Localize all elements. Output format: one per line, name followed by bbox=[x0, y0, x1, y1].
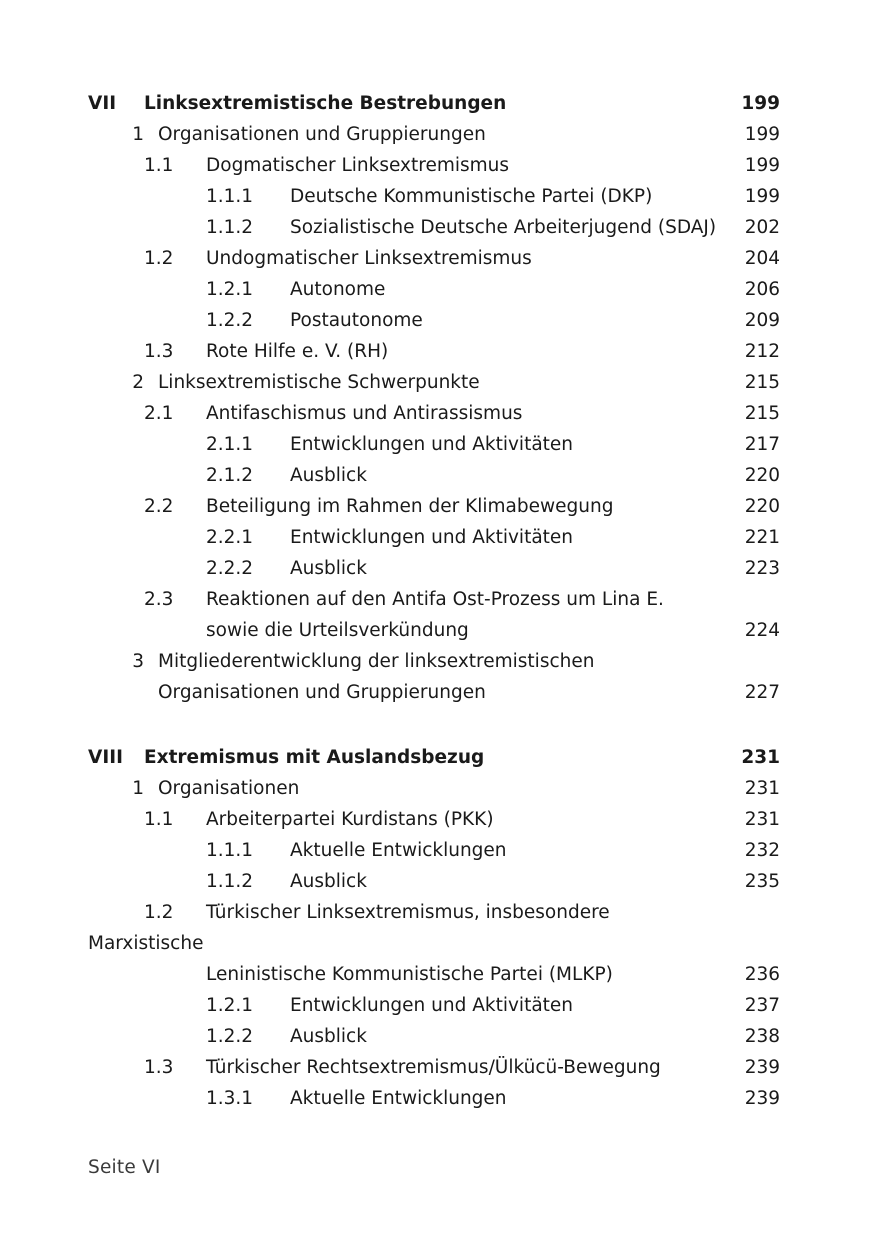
toc-entry-main bbox=[88, 305, 720, 336]
toc-entry-number: 1.2.2 bbox=[206, 310, 254, 331]
toc-entry[interactable] bbox=[88, 212, 780, 243]
toc-entry-title: Arbeiterpartei Kurdistans (PKK) bbox=[206, 809, 494, 830]
toc-entry-number: 1.2.2 bbox=[206, 1026, 254, 1047]
toc-entry-main bbox=[88, 460, 720, 491]
toc-entry-main bbox=[88, 88, 720, 119]
toc-entry-page: 235 bbox=[744, 871, 780, 892]
toc-entry[interactable] bbox=[88, 243, 780, 274]
toc-entry[interactable] bbox=[88, 646, 780, 708]
toc-entry-title: Antifaschismus und Antirassismus bbox=[206, 403, 523, 424]
toc-entry[interactable] bbox=[88, 398, 780, 429]
toc-entry[interactable] bbox=[88, 460, 780, 491]
toc-entry-main bbox=[88, 1083, 720, 1114]
toc-entry[interactable] bbox=[88, 897, 780, 990]
toc-entry-page: 231 bbox=[744, 778, 780, 799]
toc-entry[interactable] bbox=[88, 1052, 780, 1083]
toc-entry-page: 202 bbox=[744, 217, 780, 238]
toc-entry-page: 239 bbox=[744, 1088, 780, 1109]
toc-entry-main bbox=[88, 646, 720, 708]
toc-entry-title: Ausblick bbox=[290, 871, 367, 892]
toc-entry-title: Entwicklungen und Aktivitäten bbox=[290, 527, 574, 548]
toc-entry-page: 231 bbox=[741, 747, 780, 768]
toc-entry[interactable] bbox=[88, 119, 780, 150]
toc-entry-number: 1.1.2 bbox=[206, 871, 254, 892]
toc-entry-main bbox=[88, 742, 720, 773]
toc-entry-page: 217 bbox=[744, 434, 780, 455]
toc-entry-main bbox=[88, 835, 720, 866]
toc-entry[interactable] bbox=[88, 804, 780, 835]
toc-entry-title: Organisationen und Gruppierungen bbox=[158, 124, 486, 145]
toc-entry-title: Türkischer Rechtsextremismus/Ülkücü-Bewegung bbox=[206, 1057, 661, 1078]
toc-entry-main bbox=[88, 1052, 720, 1083]
toc-entry-main bbox=[88, 1021, 720, 1052]
toc-entry-main bbox=[88, 553, 720, 584]
toc-entry[interactable] bbox=[88, 742, 780, 773]
toc-entry-title: Entwicklungen und Aktivitäten bbox=[290, 995, 574, 1016]
toc-entry-title: Aktuelle Entwicklungen bbox=[290, 1088, 507, 1109]
toc-entry-title: Deutsche Kommunistische Partei (DKP) bbox=[290, 186, 653, 207]
toc-entry-main bbox=[88, 398, 720, 429]
toc-entry[interactable] bbox=[88, 990, 780, 1021]
toc-entry-page: 199 bbox=[741, 93, 780, 114]
toc-entry-number: 1.1.2 bbox=[206, 217, 254, 238]
toc-entry[interactable] bbox=[88, 866, 780, 897]
toc-entry-main bbox=[88, 584, 720, 646]
toc-entry-number: 1.3.1 bbox=[206, 1088, 254, 1109]
toc-entry-title: Türkischer Linksextremismus, insbesondere Marxistische bbox=[88, 902, 610, 954]
toc-entry-title: Sozialistische Deutsche Arbeiterjugend (SDAJ) bbox=[290, 217, 717, 238]
toc-spacer-cell bbox=[88, 708, 780, 742]
toc-entry[interactable] bbox=[88, 181, 780, 212]
toc-entry-title: Aktuelle Entwicklungen bbox=[290, 840, 507, 861]
toc-entry[interactable] bbox=[88, 88, 780, 119]
toc-entry-number: 2.2 bbox=[144, 496, 174, 517]
toc-entry-number: 2.3 bbox=[144, 589, 174, 610]
toc-entry-number: 2.2.1 bbox=[206, 527, 254, 548]
page-footer: Seite VI bbox=[88, 1157, 161, 1178]
toc-entry-main bbox=[88, 367, 720, 398]
toc-entry-page: 199 bbox=[744, 155, 780, 176]
toc-entry-title: Organisationen bbox=[158, 778, 300, 799]
toc-entry-main bbox=[88, 119, 720, 150]
toc-entry[interactable] bbox=[88, 429, 780, 460]
toc-entry[interactable] bbox=[88, 367, 780, 398]
toc-entry-title: Entwicklungen und Aktivitäten bbox=[290, 434, 574, 455]
toc-entry-page: 237 bbox=[744, 995, 780, 1016]
toc-entry[interactable] bbox=[88, 150, 780, 181]
toc-entry-title: Ausblick bbox=[290, 465, 367, 486]
toc-entry-page: 220 bbox=[744, 496, 780, 517]
toc-entry-main bbox=[88, 522, 720, 553]
toc-entry-main bbox=[88, 181, 720, 212]
toc-entry-page: 212 bbox=[744, 341, 780, 362]
toc-entry-main bbox=[88, 897, 720, 990]
toc-entry-number: 1.3 bbox=[144, 1057, 174, 1078]
toc-entry[interactable] bbox=[88, 336, 780, 367]
toc-entry[interactable] bbox=[88, 1021, 780, 1052]
toc-entry-number: 1.2.1 bbox=[206, 995, 254, 1016]
toc-entry[interactable] bbox=[88, 491, 780, 522]
toc-entry-number: 1.1 bbox=[144, 809, 174, 830]
toc-entry-number: 1.2.1 bbox=[206, 279, 254, 300]
toc-entry-page: 238 bbox=[744, 1026, 780, 1047]
toc-entry-page: 236 bbox=[744, 964, 780, 985]
toc-entry-main bbox=[88, 773, 720, 804]
toc-entry-number: 2.1.2 bbox=[206, 465, 254, 486]
toc-entry-number: 1.1.1 bbox=[206, 840, 254, 861]
toc-entry-main bbox=[88, 866, 720, 897]
toc-entry-title: Dogmatischer Linksextremismus bbox=[206, 155, 510, 176]
toc-entry-main bbox=[88, 150, 720, 181]
toc-entry-main bbox=[88, 990, 720, 1021]
toc-spacer bbox=[88, 708, 780, 742]
toc-entry-number: 2 bbox=[132, 372, 144, 393]
toc-entry-page: 231 bbox=[744, 809, 780, 830]
toc-entry-number: VIII bbox=[88, 747, 123, 768]
toc-entry-page: 239 bbox=[744, 1057, 780, 1078]
toc-entry-page: 221 bbox=[744, 527, 780, 548]
toc-entry-main bbox=[88, 336, 720, 367]
toc-entry-main bbox=[88, 212, 720, 243]
toc-entry-title: Autonome bbox=[290, 279, 386, 300]
toc-entry-number: 1.2 bbox=[144, 902, 174, 923]
toc-entry-title: Ausblick bbox=[290, 558, 367, 579]
toc-entry-page: 199 bbox=[744, 186, 780, 207]
toc-entry[interactable] bbox=[88, 584, 780, 646]
toc-entry-number: 1.3 bbox=[144, 341, 174, 362]
toc-entry-main bbox=[88, 274, 720, 305]
toc-entry-title: Extremismus mit Auslandsbezug bbox=[144, 747, 485, 768]
toc-entry-number: 1.1.1 bbox=[206, 186, 254, 207]
toc-entry-page: 204 bbox=[744, 248, 780, 269]
toc-entry-title: Undogmatischer Linksextremismus bbox=[206, 248, 532, 269]
toc-entry-number: 1 bbox=[132, 778, 144, 799]
toc-entry-main bbox=[88, 491, 720, 522]
toc-entry-page: 220 bbox=[744, 465, 780, 486]
toc-entry-page: 232 bbox=[744, 840, 780, 861]
toc-entry[interactable] bbox=[88, 773, 780, 804]
toc-entry-title-cont: Leninistische Kommunistische Partei (MLKP) bbox=[206, 964, 613, 985]
toc-entry-title: Reaktionen auf den Antifa Ost-Prozess um Lina E. bbox=[206, 589, 664, 610]
toc-entry-number: 3 bbox=[132, 651, 144, 672]
toc-entry-page: 224 bbox=[744, 620, 780, 641]
toc-entry-number: 2.1.1 bbox=[206, 434, 254, 455]
toc-entry[interactable] bbox=[88, 835, 780, 866]
toc-entry-number: 1.2 bbox=[144, 248, 174, 269]
toc-entry-main bbox=[88, 804, 720, 835]
toc-entry[interactable] bbox=[88, 1083, 780, 1114]
toc-entry[interactable] bbox=[88, 274, 780, 305]
toc-entry-main bbox=[88, 429, 720, 460]
toc-entry-number: 2.2.2 bbox=[206, 558, 254, 579]
toc-entry[interactable] bbox=[88, 522, 780, 553]
toc-entry-page: 215 bbox=[744, 403, 780, 424]
toc-entry-main bbox=[88, 243, 720, 274]
toc-entry-number: 1 bbox=[132, 124, 144, 145]
toc-entry-title-cont: Organisationen und Gruppierungen bbox=[158, 682, 486, 703]
toc-entry-title: Beteiligung im Rahmen der Klimabewegung bbox=[206, 496, 614, 517]
toc-entry[interactable] bbox=[88, 305, 780, 336]
toc-entry-title: Ausblick bbox=[290, 1026, 367, 1047]
toc-entry-page: 206 bbox=[744, 279, 780, 300]
toc-entry-title: Rote Hilfe e. V. (RH) bbox=[206, 341, 389, 362]
toc-entry-number: 1.1 bbox=[144, 155, 174, 176]
table-of-contents bbox=[88, 88, 780, 1114]
toc-entry-page: 223 bbox=[744, 558, 780, 579]
toc-entry-number: VII bbox=[88, 93, 117, 114]
toc-entry-number: 2.1 bbox=[144, 403, 174, 424]
toc-entry-title: Mitgliederentwicklung der linksextremistischen bbox=[158, 651, 595, 672]
toc-entry-page: 209 bbox=[744, 310, 780, 331]
toc-entry-page: 199 bbox=[744, 124, 780, 145]
toc-entry-title: Postautonome bbox=[290, 310, 423, 331]
toc-entry-title: Linksextremistische Bestrebungen bbox=[144, 93, 507, 114]
toc-entry-title: Linksextremistische Schwerpunkte bbox=[158, 372, 480, 393]
toc-entry-page: 215 bbox=[744, 372, 780, 393]
toc-entry-title-cont: sowie die Urteilsverkündung bbox=[206, 620, 469, 641]
toc-entry-page: 227 bbox=[744, 682, 780, 703]
toc-entry[interactable] bbox=[88, 553, 780, 584]
